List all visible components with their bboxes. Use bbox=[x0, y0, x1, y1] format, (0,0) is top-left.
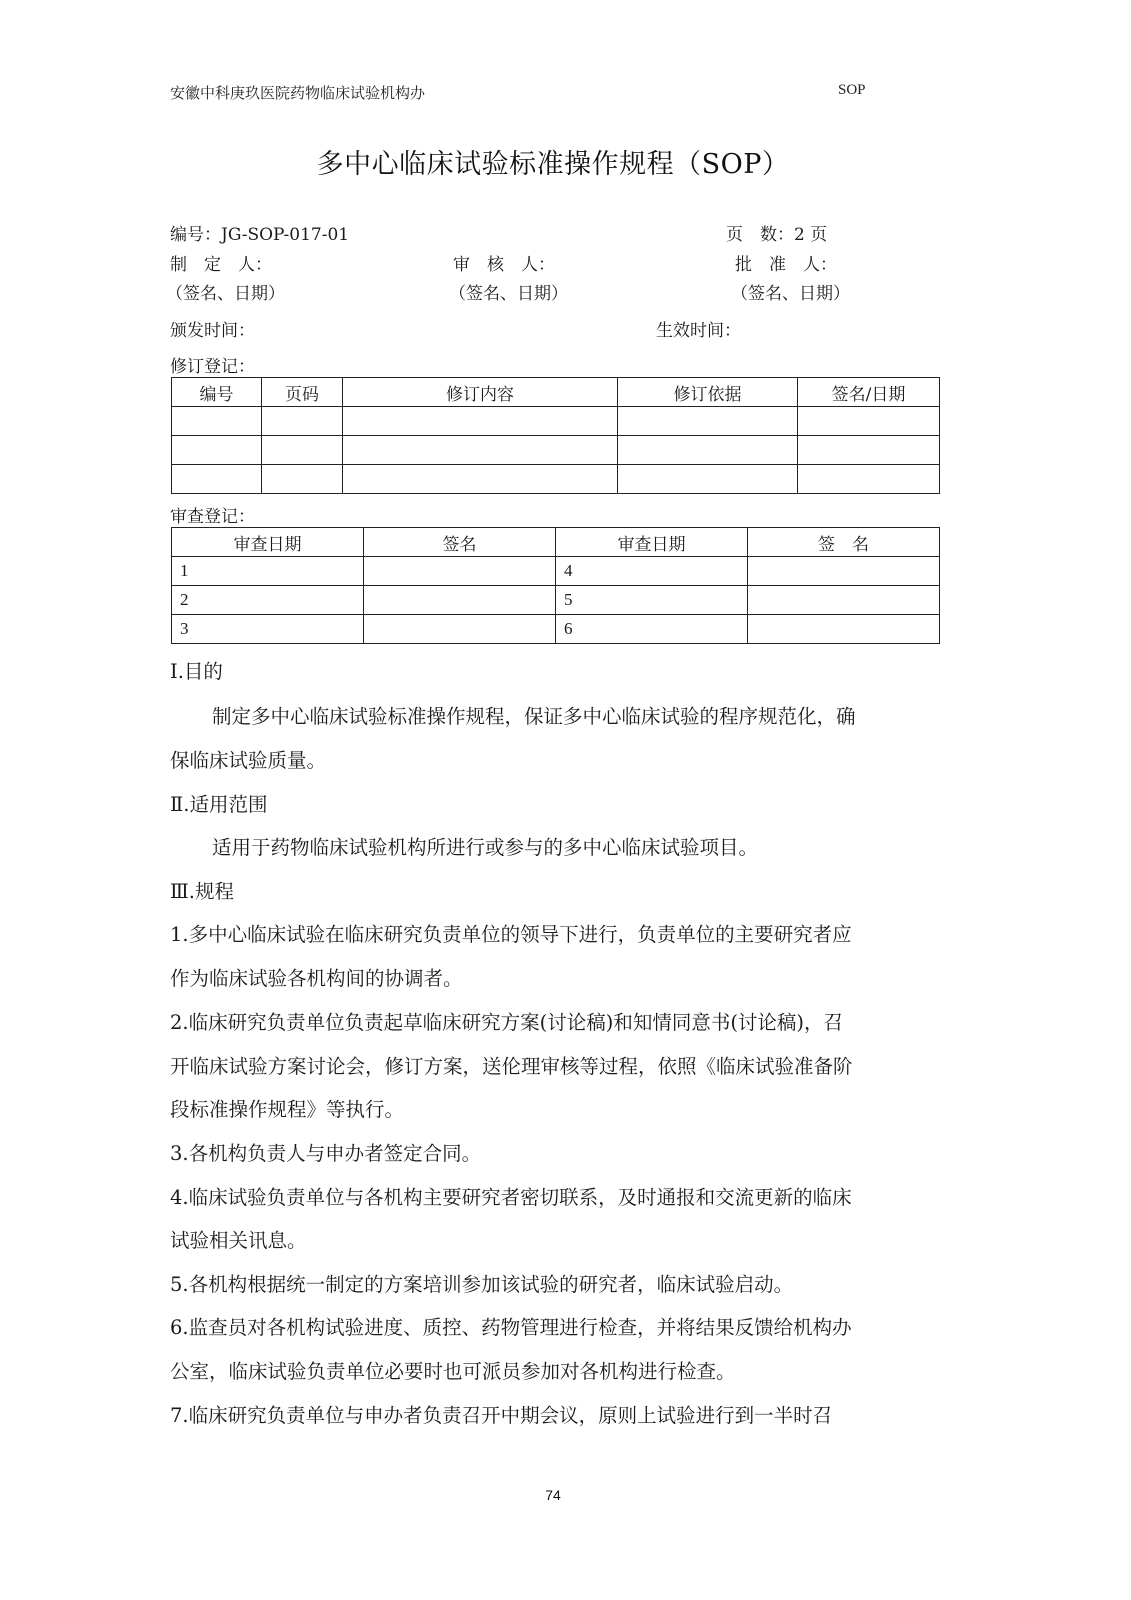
revision-cell[interactable] bbox=[262, 407, 343, 436]
review-col-date-2: 审查日期 bbox=[556, 528, 748, 557]
section-heading-scope: Ⅱ.适用范围 bbox=[170, 793, 268, 816]
review-signature-cell[interactable] bbox=[748, 557, 940, 586]
procedure-item-1-cont: 作为临床试验各机构间的协调者。 bbox=[170, 967, 463, 990]
revision-log-table bbox=[171, 377, 940, 494]
review-signature-cell[interactable] bbox=[748, 586, 940, 615]
revision-cell[interactable] bbox=[618, 436, 798, 465]
revision-col-number: 编号 bbox=[172, 378, 262, 407]
revision-col-content: 修订内容 bbox=[343, 378, 618, 407]
procedure-item-6-cont: 公室，临床试验负责单位必要时也可派员参加对各机构进行检查。 bbox=[170, 1360, 736, 1383]
header-doc-type: SOP bbox=[838, 82, 866, 98]
paragraph-line: 适用于药物临床试验机构所进行或参与的多中心临床试验项目。 bbox=[212, 836, 759, 859]
review-col-signature-1: 签名 bbox=[364, 528, 556, 557]
procedure-item-5: 5.各机构根据统一制定的方案培训参加该试验的研究者，临床试验启动。 bbox=[170, 1273, 794, 1296]
revision-cell[interactable] bbox=[262, 465, 343, 494]
drafter-sign-date: （签名、日期） bbox=[166, 284, 285, 304]
paragraph-line: 制定多中心临床试验标准操作规程，保证多中心临床试验的程序规范化，确 bbox=[212, 705, 856, 728]
revision-col-basis: 修订依据 bbox=[618, 378, 798, 407]
review-log-header-row bbox=[172, 528, 940, 557]
table-row bbox=[172, 436, 940, 465]
table-row bbox=[172, 557, 940, 586]
revision-cell[interactable] bbox=[798, 407, 940, 436]
procedure-item-1: 1.多中心临床试验在临床研究负责单位的领导下进行，负责单位的主要研究者应 bbox=[170, 923, 852, 946]
issue-time-label: 颁发时间： bbox=[170, 321, 255, 341]
review-date-cell[interactable]: 2 bbox=[172, 586, 364, 615]
procedure-item-3: 3.各机构负责人与申办者签定合同。 bbox=[170, 1142, 482, 1165]
review-col-date-1: 审查日期 bbox=[172, 528, 364, 557]
review-signature-cell[interactable] bbox=[748, 615, 940, 644]
revision-cell[interactable] bbox=[262, 436, 343, 465]
revision-cell[interactable] bbox=[172, 436, 262, 465]
reviewer-sign-date: （签名、日期） bbox=[449, 284, 568, 304]
review-log-table bbox=[171, 527, 940, 644]
review-signature-cell[interactable] bbox=[364, 586, 556, 615]
table-row bbox=[172, 407, 940, 436]
review-log-label: 审查登记： bbox=[170, 507, 255, 527]
revision-cell[interactable] bbox=[343, 465, 618, 494]
procedure-item-7: 7.临床研究负责单位与申办者负责召开中期会议，原则上试验进行到一半时召 bbox=[170, 1404, 833, 1427]
procedure-item-4-cont: 试验相关讯息。 bbox=[170, 1229, 307, 1252]
revision-col-page: 页码 bbox=[262, 378, 343, 407]
table-row bbox=[172, 465, 940, 494]
review-col-signature-2: 签 名 bbox=[748, 528, 940, 557]
paragraph-line: 保临床试验质量。 bbox=[170, 749, 327, 772]
revision-cell[interactable] bbox=[343, 436, 618, 465]
revision-cell[interactable] bbox=[798, 465, 940, 494]
review-date-cell[interactable]: 3 bbox=[172, 615, 364, 644]
section-heading-purpose: Ⅰ.目的 bbox=[170, 660, 223, 683]
review-date-cell[interactable]: 1 bbox=[172, 557, 364, 586]
effective-time-label: 生效时间： bbox=[656, 321, 741, 341]
revision-cell[interactable] bbox=[618, 465, 798, 494]
review-date-cell[interactable]: 6 bbox=[556, 615, 748, 644]
approver-sign-date: （签名、日期） bbox=[731, 284, 850, 304]
procedure-item-2: 2.临床研究负责单位负责起草临床研究方案(讨论稿)和知情同意书(讨论稿)，召 bbox=[170, 1011, 844, 1034]
revision-cell[interactable] bbox=[172, 465, 262, 494]
revision-cell[interactable] bbox=[343, 407, 618, 436]
revision-cell[interactable] bbox=[618, 407, 798, 436]
review-signature-cell[interactable] bbox=[364, 557, 556, 586]
approver-label: 批 准 人： bbox=[735, 255, 837, 275]
procedure-item-4: 4.临床试验负责单位与各机构主要研究者密切联系，及时通报和交流更新的临床 bbox=[170, 1186, 852, 1209]
section-heading-procedure: Ⅲ.规程 bbox=[170, 880, 235, 903]
header-organization: 安徽中科庚玖医院药物临床试验机构办 bbox=[170, 84, 426, 102]
table-row bbox=[172, 615, 940, 644]
doc-code: 编号：JG-SOP-017-01 bbox=[170, 225, 350, 245]
page-number: 74 bbox=[545, 1487, 561, 1503]
review-date-cell[interactable]: 4 bbox=[556, 557, 748, 586]
revision-col-signature-date: 签名/日期 bbox=[798, 378, 940, 407]
revision-log-label: 修订登记： bbox=[170, 357, 255, 377]
reviewer-label: 审 核 人： bbox=[453, 255, 555, 275]
document-title: 多中心临床试验标准操作规程（SOP） bbox=[316, 149, 790, 180]
page-count: 页 数：2 页 bbox=[726, 225, 828, 245]
review-date-cell[interactable]: 5 bbox=[556, 586, 748, 615]
procedure-item-6: 6.监查员对各机构试验进度、质控、药物管理进行检查，并将结果反馈给机构办 bbox=[170, 1316, 852, 1339]
review-signature-cell[interactable] bbox=[364, 615, 556, 644]
revision-log-header-row bbox=[172, 378, 940, 407]
drafter-label: 制 定 人： bbox=[170, 255, 272, 275]
procedure-item-2-cont: 段标准操作规程》等执行。 bbox=[170, 1098, 405, 1121]
revision-cell[interactable] bbox=[172, 407, 262, 436]
procedure-item-2-cont: 开临床试验方案讨论会，修订方案，送伦理审核等过程，依照《临床试验准备阶 bbox=[170, 1055, 853, 1078]
revision-cell[interactable] bbox=[798, 436, 940, 465]
table-row bbox=[172, 586, 940, 615]
